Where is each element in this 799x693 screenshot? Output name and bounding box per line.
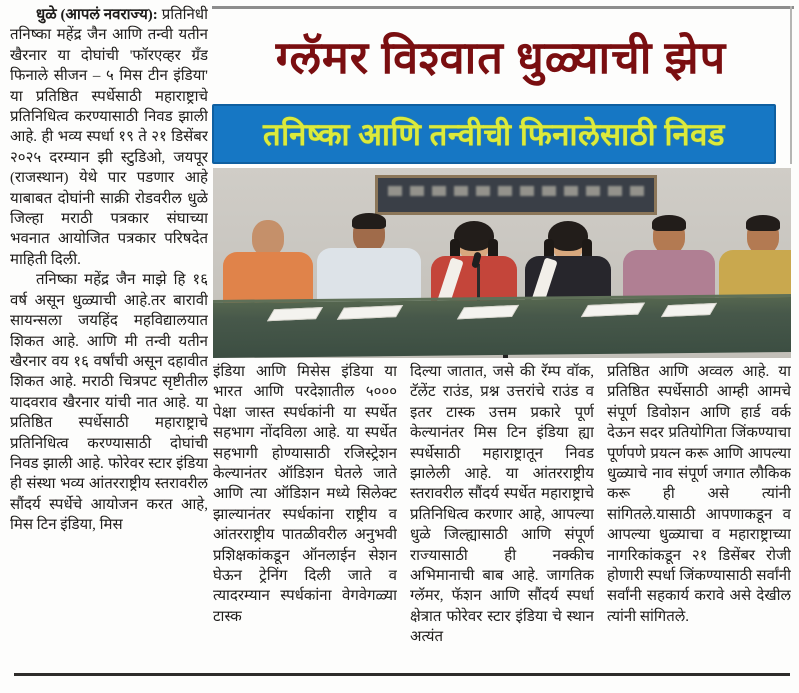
article-column-4: प्रतिष्ठित आणि अव्वल आहे. या प्रतिष्ठित स्पर्धेसाठी आम्ही आमचे संपूर्ण डिवोशन आणि हार्ड वर्क देऊन सदर प्रतियोगिता जिंकण्याचा पूर्णपणे प्रयत्न करू आणि आपल्या धुळ्याचे नाव संपूर्ण जगात लौकिक करू ही असे त्यांनी सांगितले.यासाठी आपणाकडून व आपल्या धुळ्याचा व महाराष्ट्राच्या नागरिकांकडून २१ डिसेंबर रोजी होणारी स्पर्धा जिंकण्यासाठी सर्वांनी सर्वांनी सहकार्य करावे असे देखील त्यांनी सांगितले. [607,364,791,625]
subheadline-banner [212,104,776,164]
person-head [552,224,584,260]
person-man-white-shirt [317,216,421,306]
person-man-orange-kurta [223,220,313,306]
paper-sheet [661,303,717,317]
person-hair [652,215,686,231]
top-rule [212,6,794,9]
paragraph-1 [10,5,208,270]
paper-sheet [581,303,645,318]
person-girl-black-jacket [525,224,611,306]
bottom-rule [14,673,790,676]
person-torso [223,252,313,306]
person-hair [746,215,780,231]
dateline: धुळे (आपलं नवराज्य): [36,7,158,23]
right-edge-rule [790,6,792,164]
article-column-2: इंडिया आणि मिसेस इंडिया या भारत आणि परदेशातील ५००० पेक्षा जास्त स्पर्धकांनी या स्पर्धेत सहभाग नोंदविला आहे. या स्पर्धेत सहभागी होण्यासाठी रजिस्ट्रेशन केल्यानंतर ऑडिशन घेतले जाते आणि त्या ऑडिशन मध्ये सिलेक्ट झाल्यानंतर स्पर्धकांना राष्ट्रीय व आंतरराष्ट्रीय पातळीवरील अनुभवी प्रशिक्षकांकडून ऑनलाईन सेशन घेऊन ट्रेनिंग दिली जाते व त्यादरम्यान स्पर्धकांना वेगवेगळ्या टास्क [213,364,397,625]
subheadline-text: तनिष्का आणि तन्वीची फिनालेसाठी निवड [262,117,726,152]
photo-blackboard [375,175,657,215]
person-head [353,216,385,252]
paper-sheet [457,305,519,320]
photo-table [213,294,791,358]
paragraph-1-text: प्रतिनिधी तनिष्का महेंद्र जैन आणि तन्वी यतीन खैरनार या दोघांची 'फॉरएव्हर ग्रँड फिनाले सीजन – ५ मिस टीन इंडिया' या प्रतिष्ठित स्पर्धेसाठी महाराष्ट्राचे प्रतिनिधित्व करण्यासाठी निवड झाली आहे. ही भव्य स्पर्धा १९ ते २१ डिसेंबर २०२५ दरम्यान झी स्टुडिओ, जयपूर (राजस्थान) येथे पार पडणार आहे याबाबत दोघांनी साक्री रोडवरील धुळे जिल्हा मराठी पत्रकार संघाच्या भवनात आयोजित पत्रकार परिषदेत माहिती दिली. [10,7,208,268]
person-head [252,220,284,256]
paper-sheet [267,307,323,321]
page-title: ग्लॅमर विश्वात धुळ्याची झेप [275,32,727,83]
left-column [10,5,208,667]
person-head [747,218,779,254]
article-column-3: दिल्या जातात, जसे की रॅम्प वॉक, टॅलेंट राउंड, प्रश्न उत्तरांचे राउंड व इतर टास्क उत्तम प्रकारे पूर्ण केल्यानंतर मिस टिन इंडिया ह्या स्पर्धेसाठी महाराष्ट्रातून निवड झालेली आहे. या आंतरराष्ट्रीय स्तरावरील सौंदर्य स्पर्धेत महाराष्ट्राचे प्रतिनिधित्व करणार आहे, आपल्या धुळे जिल्ह्यासाठी आणि संपूर्ण राज्यासाठी ही नक्कीच अभिमानाची बाब आहे. जागतिक ग्लॅमर, फॅशन आणि सौंदर्य स्पर्धा क्षेत्रात फोरेवर स्टार इंडिया चे स्थान अत्यंत [410,364,594,646]
person-hair [548,221,588,251]
person-hair [352,213,386,229]
press-photo [213,168,791,358]
blackboard-illegible-text [388,186,644,196]
lower-columns [213,362,791,662]
paper-sheet [337,305,403,320]
person-man-yellow-shirt [719,218,791,306]
person-head [653,218,685,254]
paragraph-2: तनिष्का महेंद्र जैन माझे हि १६ वर्ष असून धुळ्याची आहे.तर बारावी सायन्सला जयहिंद महविद्यालयात शिकत आहे. आणि मी तन्वी यतीन खैरनार वय १६ वर्षांची असून दहावीत शिकत आहे. मराठी चित्रपट सृष्टीतील यादवराव खैरनार यांची नात आहे. या प्रतिष्ठित स्पर्धेसाठी महाराष्ट्राचे प्रतिनिधित्व करण्यासाठी दोघांची निवड झाली आहे. फोरेवर स्टार इंडिया ही संस्था भव्य आंतरराष्ट्रीय स्तरावरील सौंदर्य स्पर्धेचे आयोजन करत आहे, मिस टिन इंडिया, मिस [10,272,208,534]
person-man-mauve-tshirt [623,218,715,306]
person-hair [454,221,494,251]
